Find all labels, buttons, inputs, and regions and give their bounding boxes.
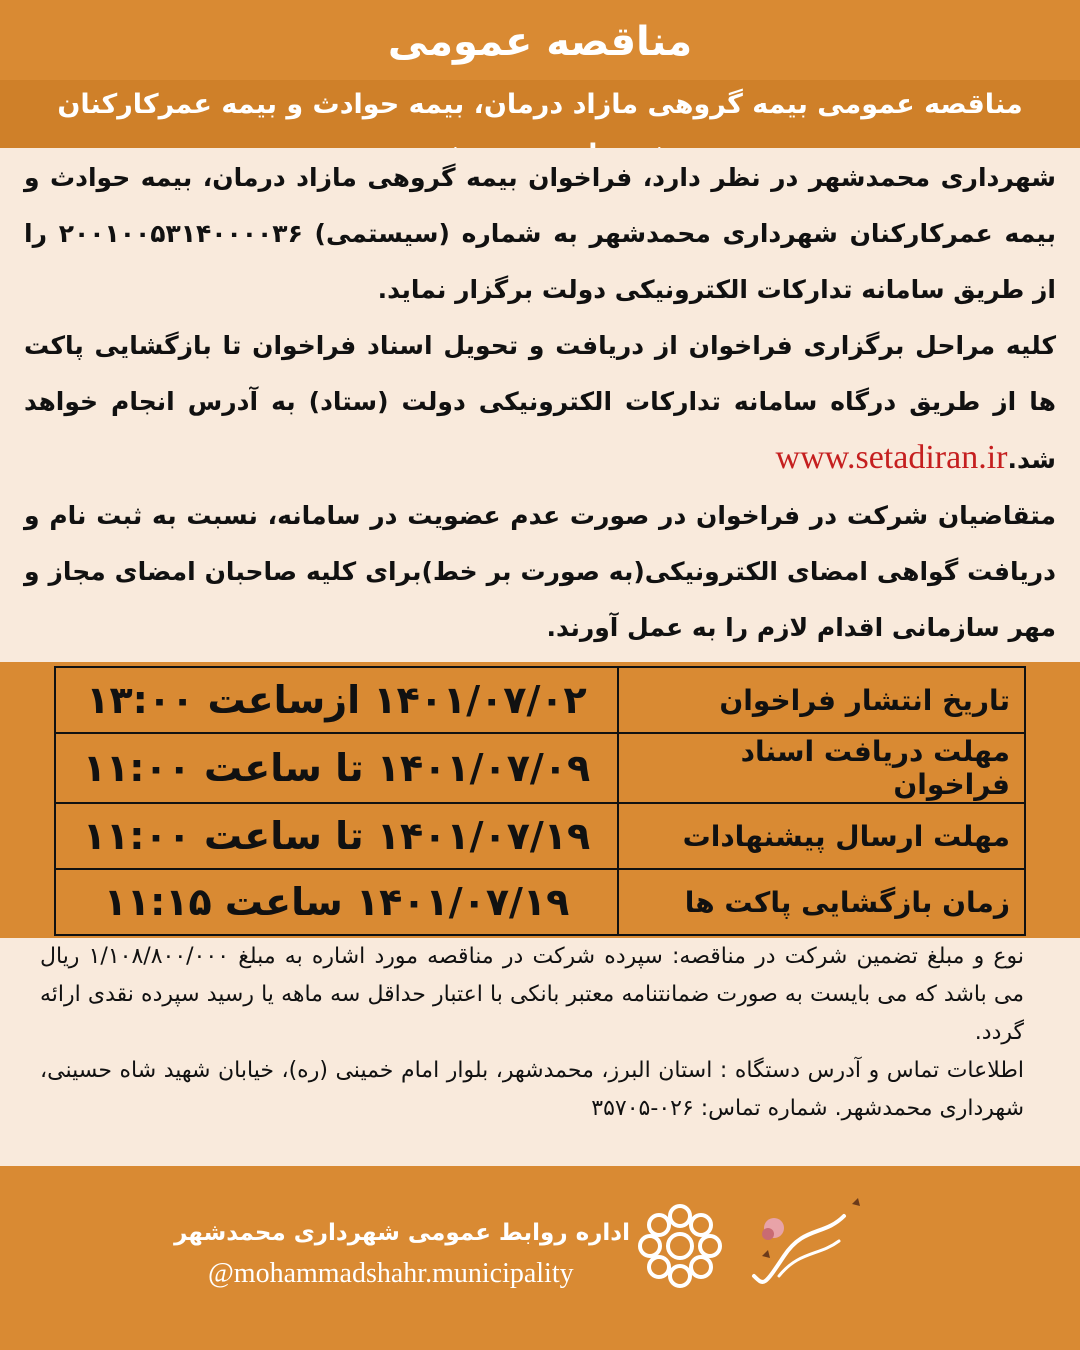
schedule-value: ۱۴۰۱/۰۷/۱۹ ساعت ۱۱:۱۵ xyxy=(55,869,618,935)
schedule-label: مهلت دریافت اسناد فراخوان xyxy=(618,733,1025,803)
schedule-value: ۱۴۰۱/۰۷/۰۲ ازساعت ۱۳:۰۰ xyxy=(55,667,618,733)
intro-paragraph-2-text: کلیه مراحل برگزاری فراخوان از دریافت و تحویل اسناد فراخوان تا بازگشایی پاکت ها از طریق درگاه سامانه تدارکات الکترونیکی دولت (ستاد) به آدرس xyxy=(24,331,1056,416)
footer-org-name: اداره روابط عمومی شهرداری محمدشهر xyxy=(174,1220,630,1246)
municipality-logo-icon xyxy=(636,1202,724,1290)
page-subtitle: مناقصه عمومی بیمه گروهی مازاد درمان، بیمه حوادث و بیمه عمرکارکنان xyxy=(0,80,1080,180)
schedule-label: زمان بازگشایی پاکت ها xyxy=(618,869,1025,935)
table-row xyxy=(55,803,1025,869)
details-section xyxy=(0,938,1080,1166)
header-banner xyxy=(0,0,1080,148)
schedule-section xyxy=(0,662,1080,938)
contact-paragraph: اطلاعات تماس و آدرس دستگاه : استان البرز، محمدشهر، بلوار امام خمینی (ره)، خیابان شهید شاه حسینی، شهرداری محمدشهر. شماره تماس: ۰۲۶-۳۵۷۰۵ xyxy=(40,1058,1024,1121)
page-title: مناقصه عمومی xyxy=(387,19,693,65)
intro-paragraph-2-end: انجام خواهد شد. xyxy=(24,387,1056,474)
schedule-label: مهلت ارسال پیشنهادات xyxy=(618,803,1025,869)
footer xyxy=(0,1166,1080,1350)
social-handle[interactable]: @mohammadshahr.municipality xyxy=(208,1258,574,1289)
intro-paragraph-1: شهرداری محمدشهر در نظر دارد، فراخوان بیمه گروهی مازاد درمان، بیمه حوادث و بیمه عمرکارکنان شهرداری محمدشهر به شماره (سیستمی) ۲۰۰۱۰۰۵۳۱۴۰۰۰۰۳۶ را از طریق سامانه تدارکات الکترونیکی دولت برگزار نماید. xyxy=(24,163,1056,304)
schedule-table xyxy=(54,666,1026,936)
intro-text xyxy=(24,150,1056,656)
schedule-value: ۱۴۰۱/۰۷/۰۹ تا ساعت ۱۱:۰۰ xyxy=(55,733,618,803)
table-row xyxy=(55,733,1025,803)
intro-section xyxy=(0,148,1080,662)
table-row xyxy=(55,869,1025,935)
schedule-label: تاریخ انتشار فراخوان xyxy=(618,667,1025,733)
intro-paragraph-3: متقاضیان شرکت در فراخوان در صورت عدم عضویت در سامانه، نسبت به ثبت نام و دریافت گواهی امضای الکترونیکی(به صورت بر خط)برای کلیه صاحبان امضای مجاز و مهر سازمانی اقدام لازم را به عمل آورند. xyxy=(24,501,1056,642)
setad-url-link[interactable]: www.setadiran.ir xyxy=(775,439,1008,476)
schedule-value: ۱۴۰۱/۰۷/۱۹ تا ساعت ۱۱:۰۰ xyxy=(55,803,618,869)
details-text xyxy=(40,938,1024,1128)
signature-logo-icon xyxy=(744,1196,864,1296)
guarantee-paragraph: نوع و مبلغ تضمین شرکت در مناقصه: سپرده شرکت در مناقصه مورد اشاره به مبلغ ۱/۱۰۸/۸۰۰/۰۰۰ ریال می باشد که می بایست به صورت ضمانتنامه معتبر بانکی با اعتبار حداقل سه ماهه یا رسید سپرده نقدی ارائه گردد. xyxy=(40,944,1024,1045)
table-row xyxy=(55,667,1025,733)
intro-paragraph-2 xyxy=(24,318,1056,488)
